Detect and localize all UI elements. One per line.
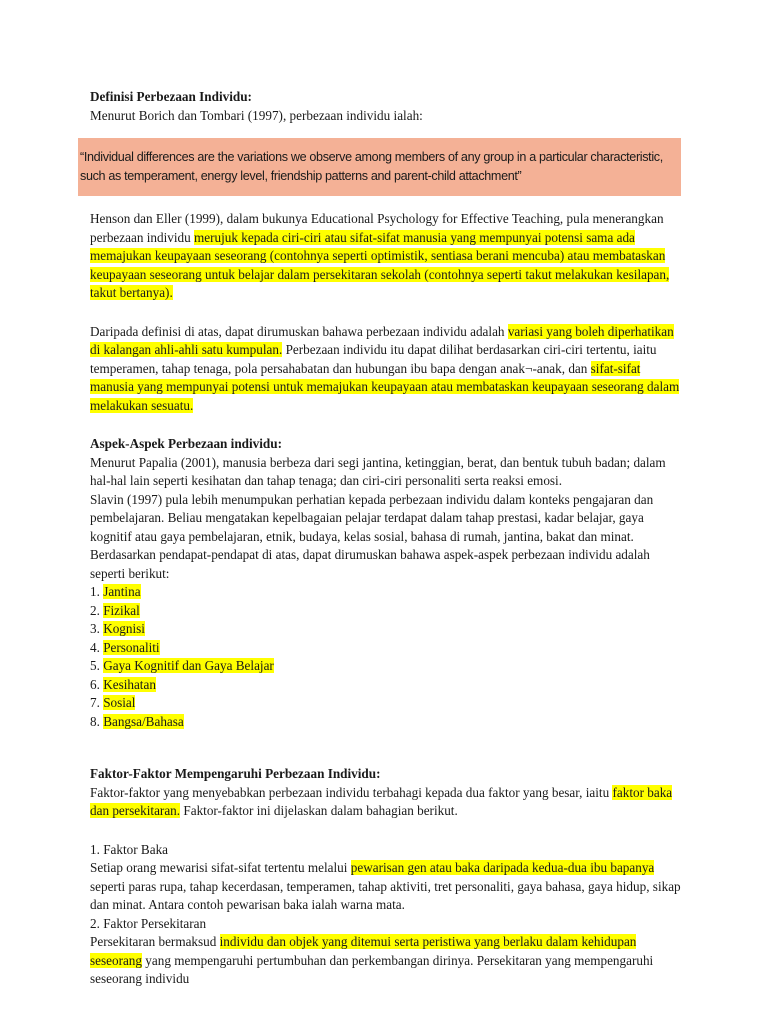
intro-text: Menurut Borich dan Tombari (1997), perbezaan individu ialah:	[90, 107, 423, 123]
list-number: 5.	[90, 658, 104, 673]
highlighted-text: pewarisan gen atau baka daripada kedua-dua ibu bapanya	[350, 860, 655, 875]
list-number: 7.	[90, 695, 104, 710]
paragraph-faktor-baka	[90, 859, 686, 915]
list-item-text: Sosial	[103, 695, 136, 710]
highlighted-text: sifat-sifat manusia yang mempunyai potensi untuk memajukan keupayaan atau membataskan keupayaan seseorang dalam melakukan sesuatu.	[90, 360, 680, 413]
paragraph-slavin: Slavin (1997) pula lebih menumpukan perhatian kepada perbezaan individu dalam konteks pengajaran dan pembelajaran. Beliau mengatakan kepelbagaian pelajar terdapat dalam tahap prestasi, kadar belajar, gaya kognitif atau gaya pembelajaran, etnik, budaya, kelas sosial, bahasa di rumah, jantina, bakat dan minat.	[90, 491, 654, 544]
list-number: 8.	[90, 713, 104, 729]
highlighted-text: variasi yang boleh diperhatikan di kalangan ahli-ahli satu kumpulan.	[90, 323, 674, 357]
paragraph-berdasarkan: Berdasarkan pendapat-pendapat di atas, dapat dirumuskan bahawa aspek-aspek perbezaan individu adalah seperti berikut:	[90, 547, 650, 581]
paragraph-text: Setiap orang mewarisi sifat-sifat tertentu melalui	[90, 860, 351, 875]
paragraph-text: yang mempengaruhi pertumbuhan dan perkembangan dirinya. Persekitaran yang mempengaruhi seseorang individu	[90, 952, 654, 986]
highlighted-text: faktor baka dan persekitaran.	[90, 784, 673, 818]
aspek-list	[90, 583, 686, 731]
paragraph-papalia: Menurut Papalia (2001), manusia berbeza dari segi jantina, ketinggian, berat, dan bentuk tubuh badan; dalam hal-hal lain seperti kesihatan dan tahap tenaga; dan ciri-ciri personaliti serta reaksi emosi.	[90, 454, 666, 488]
paragraph-faktor-intro	[90, 784, 686, 821]
paragraph-definisi-summary	[90, 323, 686, 416]
list-item-text: Kognisi	[103, 621, 145, 636]
paragraph-faktor-persekitaran	[90, 933, 686, 989]
list-item-text: Fizikal	[103, 602, 140, 618]
document-body	[80, 88, 686, 989]
list-item	[90, 694, 686, 713]
list-item	[90, 639, 686, 658]
highlighted-text: merujuk kepada ciri-ciri atau sifat-sifat manusia yang mempunyai potensi sama ada memajukan keupayaan seseorang (contohnya seperti optimistik, sentiasa berani mencuba) atau membataskan keupayaan seseorang untuk belajar dalam persekitaran sekolah (contohnya seperti takut melakukan kesilapan, takut bertanya).	[90, 229, 670, 300]
paragraph-text: Henson dan Eller (1999), dalam bukunya Educational Psychology for Effective Teaching, pula menerangkan perbezaan individu	[90, 211, 664, 245]
quote-text: “Individual differences are the variations we observe among members of any group in a particular characteristic, such as temperament, energy level, friendship patterns and parent-child attachment”	[80, 150, 663, 183]
list-item-text: Gaya Kognitif dan Gaya Belajar	[103, 658, 274, 673]
paragraph-text: seperti paras rupa, tahap kecerdasan, temperamen, tahap aktiviti, tret personaliti, gaya bahasa, gaya hidup, sikap dan minat. Antara contoh pewarisan baka ialah warna mata.	[90, 878, 681, 912]
paragraph-text: Faktor-faktor yang menyebabkan perbezaan individu terbahagi kepada dua faktor yang besar, iaitu	[90, 784, 613, 800]
subheading-faktor-persekitaran: 2. Faktor Persekitaran	[90, 915, 207, 931]
list-item	[90, 620, 686, 639]
list-item	[90, 602, 686, 621]
subheading-faktor-baka: 1. Faktor Baka	[90, 841, 169, 857]
list-item-text: Personaliti	[103, 639, 160, 655]
list-item-text: Bangsa/Bahasa	[103, 713, 184, 729]
list-item	[90, 657, 686, 676]
paragraph-text: Perbezaan individu itu dapat dilihat berdasarkan ciri-ciri tertentu, iaitu temperamen, tahap tenaga, pola persahabatan dan hubungan ibu bapa dengan anak¬-anak, dan	[90, 342, 657, 376]
list-number: 1.	[90, 584, 104, 599]
list-number: 3.	[90, 621, 104, 636]
list-number: 2.	[90, 602, 104, 618]
section-heading-faktor: Faktor-Faktor Mempengaruhi Perbezaan Individu:	[90, 766, 381, 781]
list-item	[90, 676, 686, 695]
list-number: 6.	[90, 676, 104, 692]
list-number: 4.	[90, 639, 104, 655]
paragraph-henson	[90, 210, 686, 303]
highlighted-text: individu dan objek yang ditemui serta peristiwa yang berlaku dalam kehidupan seseorang	[90, 934, 637, 968]
paragraph-text: Faktor-faktor ini dijelaskan dalam bahagian berikut.	[180, 803, 458, 818]
quote-box	[78, 138, 681, 196]
list-item	[90, 713, 686, 732]
section-heading-definisi: Definisi Perbezaan Individu:	[90, 89, 252, 104]
section-heading-aspek: Aspek-Aspek Perbezaan individu:	[90, 436, 282, 451]
list-item-text: Kesihatan	[103, 676, 156, 692]
paragraph-text: Daripada definisi di atas, dapat dirumuskan bahawa perbezaan individu adalah	[90, 323, 508, 339]
list-item-text: Jantina	[103, 584, 141, 599]
paragraph-text: Persekitaran bermaksud	[90, 934, 220, 949]
list-item	[90, 583, 686, 602]
